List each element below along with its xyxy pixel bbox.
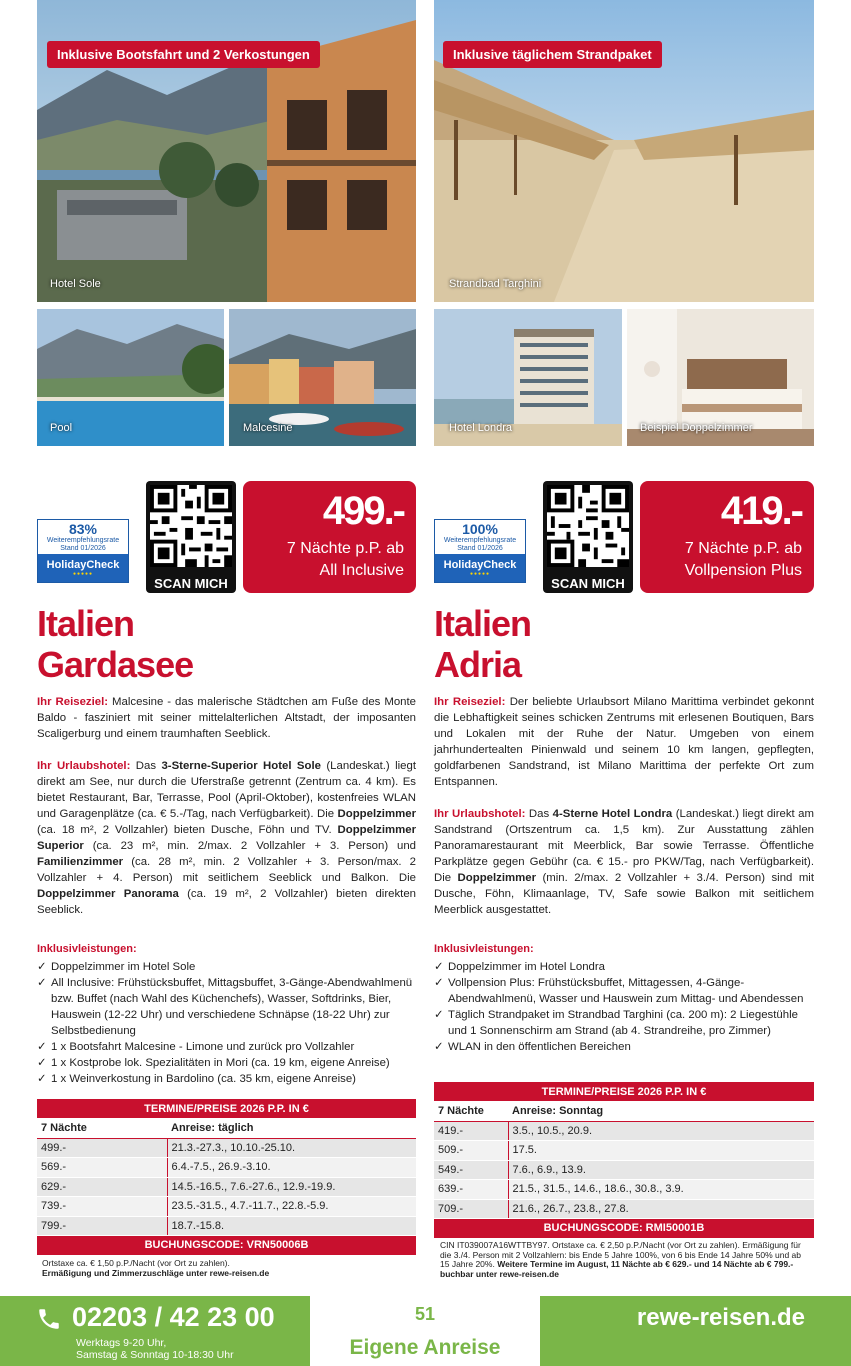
footer-hours1: Werktags 9-20 Uhr, (76, 1337, 167, 1349)
right-price-table (434, 1082, 814, 1239)
table-row (434, 1141, 814, 1161)
table-cell-price: 499.- (37, 1138, 167, 1158)
right-qr-code[interactable] (543, 481, 633, 593)
right-rating-date: Stand 01/2026 (457, 545, 503, 552)
left-note2: Ermäßigung und Zimmerzuschläge unter rewe-reisen.de (42, 1268, 270, 1278)
left-incl-title: Inklusivleistungen: (37, 943, 137, 955)
left-hotel-text1: Das (135, 760, 157, 772)
left-qr-code[interactable] (146, 481, 236, 593)
left-room3: Familienzimmer (37, 856, 124, 868)
left-price-line1: 7 Nächte p.P. ab (286, 540, 404, 557)
left-title-region: Gardasee (37, 644, 194, 685)
footer-web-panel (540, 1296, 851, 1366)
table-cell-dates: 23.5.-31.5., 4.7.-11.7., 22.8.-5.9. (167, 1197, 416, 1217)
right-main-caption: Strandbad Targhini (449, 278, 542, 290)
list-item: ✓ 1 x Bootsfahrt Malcesine - Limone und zurück pro Vollzahler (37, 1039, 416, 1055)
list-item: ✓ Doppelzimmer im Hotel Sole (37, 959, 416, 975)
malcesine-caption: Malcesine (243, 422, 293, 434)
table-cell-price: 739.- (37, 1197, 167, 1217)
table-cell-price: 419.- (434, 1121, 508, 1141)
left-rating-date: Stand 01/2026 (60, 545, 106, 552)
right-note1: CIN IT039007A16WTTBY97. Ortstaxe ca. € 2,50 p.P./Nacht (vor Ort zu zahlen). (440, 1240, 740, 1250)
page-number: 51 (414, 1304, 436, 1324)
left-room2: Doppelzimmer Superior (37, 824, 417, 852)
footer-phone-number[interactable]: 02203 / 42 23 00 (72, 1302, 275, 1332)
left-room2-text: (ca. 23 m², min. 2/max. 2 Vollzahler + 3. Person) und (92, 840, 416, 852)
left-reiseziel (37, 694, 416, 742)
table-row (37, 1158, 416, 1178)
left-table-col1: 7 Nächte (37, 1119, 167, 1139)
doppelzimmer-caption: Beispiel Doppelzimmer (640, 422, 753, 434)
left-price-box (243, 481, 416, 593)
left-price-amount: 499.- (322, 489, 404, 533)
right-room1-text: (min. 2/max. 2 Vollzahler + 3./4. Person) sind mit Dusche, Föhn, Klimaanlage, TV, Safe sowie Balkon mit seitlichem Meerblick ausgestattet. (434, 872, 814, 916)
table-row (434, 1199, 814, 1219)
list-item: ✓ Doppelzimmer im Hotel Londra (434, 959, 814, 975)
right-hotel-name: 4-Sterne Hotel Londra (552, 808, 673, 820)
right-table-col2: Anreise: Sonntag (508, 1102, 814, 1122)
right-reiseziel (434, 694, 814, 790)
left-hotel-description (37, 758, 416, 918)
right-hotel-text1: Das (528, 808, 550, 820)
left-room4-text: (ca. 19 m², 2 Vollzahler) bieten direkten Seeblick. (37, 888, 416, 916)
right-reiseziel-label: Ihr Reiseziel: (434, 696, 506, 708)
left-price-line2: All Inclusive (319, 562, 404, 579)
table-row (434, 1180, 814, 1200)
right-reiseziel-text: Der beliebte Urlaubsort Milano Marittima verbindet gekonnt die Lebhaftigkeit seines schicken Zentrums mit erlesenen Boutiquen, Bars und Lokalen mit der Ruhe der Natur. Umgeben von einem jahrhundertealten Pinienwald und seinem 10 km langen, gepflegten, goldfarbenen Sandstrand, ist Milano Marittima der perfekte Ort zum Entspannen. (434, 696, 814, 788)
footer-center-panel (310, 1296, 540, 1366)
table-cell-price: 639.- (434, 1180, 508, 1200)
right-qr-icon (547, 485, 629, 567)
right-holidaycheck-badge (434, 519, 526, 583)
table-row (434, 1121, 814, 1141)
right-room1: Doppelzimmer (457, 872, 537, 884)
footer-hours2: Samstag & Sonntag 10-18:30 Uhr (76, 1349, 234, 1361)
right-ribbon: Inklusive täglichem Strandpaket (443, 41, 662, 68)
right-rating-percent: 100% (462, 521, 498, 537)
left-table-col2: Anreise: täglich (167, 1119, 416, 1139)
left-scan-label: SCAN MICH (154, 576, 228, 591)
category-label: Eigene Anreise (349, 1336, 501, 1359)
right-booking-code: BUCHUNGSCODE: RMI50001B (434, 1219, 814, 1239)
table-cell-dates: 17.5. (508, 1141, 814, 1161)
right-hotel-text2: (Landeskat.) liegt direkt am Sandstrand (Ortszentrum ca. 1,5 km). Zur Ausstattung zählen Panoramarestaurant mit Meerblick, Bar sowie Terrasse. Öffentliche Parkplätze gegen Gebühr (ca. € 15.- pro PKW/Tag, nach Verfügbarkeit). Die (434, 808, 814, 884)
right-price-amount: 419.- (720, 489, 802, 533)
list-item: ✓ Täglich Strandpaket im Strandbad Targhini (ca. 200 m): 2 Liegestühle und 1 Sonnenschirm am Strand (ab 4. Strandreihe, pro Zimmer) (434, 1007, 814, 1039)
left-holidaycheck-logo (38, 554, 128, 582)
list-item: ✓ 1 x Weinverkostung in Bardolino (ca. 35 km, eigene Anreise) (37, 1071, 416, 1087)
left-room1: Doppelzimmer (337, 808, 416, 820)
table-cell-price: 569.- (37, 1158, 167, 1178)
left-logo-text: HolidayCheck (46, 559, 120, 571)
table-cell-price: 709.- (434, 1199, 508, 1219)
table-cell-price: 629.- (37, 1177, 167, 1197)
table-cell-dates: 7.6., 6.9., 13.9. (508, 1160, 814, 1180)
right-price-line1: 7 Nächte p.P. ab (684, 540, 802, 557)
table-cell-dates: 21.6., 26.7., 23.8., 27.8. (508, 1199, 814, 1219)
left-main-caption: Hotel Sole (50, 278, 101, 290)
right-rating-label: Weiterempfehlungsrate (443, 537, 517, 544)
left-room3-text: (ca. 28 m², min. 2 Vollzahler + 3. Person/max. 2 Vollzahler + 4. Person) mit seitlichem Seeblick und Balkon. Die (37, 856, 416, 884)
table-cell-dates: 6.4.-7.5., 26.9.-3.10. (167, 1158, 416, 1178)
left-hotel-name: 3-Sterne-Superior Hotel Sole (161, 760, 321, 772)
table-row (37, 1216, 416, 1236)
left-ribbon: Inklusive Bootsfahrt und 2 Verkostungen (47, 41, 320, 68)
table-cell-dates: 18.7.-15.8. (167, 1216, 416, 1236)
hotel-londra-caption: Hotel Londra (449, 422, 512, 434)
right-price-box (640, 481, 814, 593)
table-cell-price: 799.- (37, 1216, 167, 1236)
list-item: ✓ WLAN in den öffentlichen Bereichen (434, 1039, 814, 1055)
right-incl-list (434, 959, 814, 1055)
table-cell-dates: 21.5., 31.5., 14.6., 18.6., 30.8., 3.9. (508, 1180, 814, 1200)
right-title-country: Italien (434, 603, 532, 644)
right-hotel-label: Ihr Urlaubshotel: (434, 808, 526, 820)
left-title-country: Italien (37, 603, 135, 644)
table-row (37, 1177, 416, 1197)
left-hotel-text2: (Landeskat.) liegt direkt am See, nur durch die Uferstraße getrennt (Zentrum ca. 4 km). Es bietet Restaurant, Bar, Terrasse, Pool (April-Oktober), kostenfreies WLAN und Garagenplätze (ca. € 5.-/Tag, nach Verfügbarkeit). Die (37, 760, 416, 820)
left-incl-list (37, 959, 416, 1087)
table-row (37, 1138, 416, 1158)
footer (0, 1296, 851, 1366)
table-row (434, 1160, 814, 1180)
table-cell-dates: 3.5., 10.5., 20.9. (508, 1121, 814, 1141)
right-hotel-description (434, 806, 814, 918)
right-price-line2: Vollpension Plus (684, 562, 802, 579)
right-title-region: Adria (434, 644, 522, 685)
footer-website-link[interactable]: rewe-reisen.de (636, 1304, 805, 1331)
right-table-col1: 7 Nächte (434, 1102, 508, 1122)
left-rating-label: Weiterempfehlungsrate (46, 537, 120, 544)
right-stars-icon: ●●●●● (469, 571, 491, 577)
table-cell-price: 509.- (434, 1141, 508, 1161)
phone-icon (36, 1306, 62, 1332)
left-hotel-label: Ihr Urlaubshotel: (37, 760, 131, 772)
table-cell-price: 549.- (434, 1160, 508, 1180)
left-stars-icon: ●●●●● (72, 571, 94, 577)
right-logo-text: HolidayCheck (443, 559, 517, 571)
right-holidaycheck-logo (435, 554, 525, 582)
table-row (37, 1197, 416, 1217)
list-item: ✓ Vollpension Plus: Frühstücksbuffet, Mittagessen, 4-Gänge-Abendwahlmenü, Wasser und Hauswein zum Mittag- und Abendessen (434, 975, 814, 1007)
right-notes (440, 1241, 812, 1279)
list-item: ✓ All Inclusive: Frühstücksbuffet, Mittagsbuffet, 3-Gänge-Abendwahlmenü bzw. Buffet (nach Wahl des Küchenchefs), Wasser, Softdrinks, Bier, Hauswein (12-22 Uhr) und verschiedene Schnäpse (18-22 Uhr) zur Selbstbedienung (37, 975, 416, 1039)
right-table-title: TERMINE/PREISE 2026 P.P. IN € (434, 1082, 814, 1102)
left-rating-percent: 83% (68, 521, 98, 537)
right-incl-title: Inklusivleistungen: (434, 943, 534, 955)
table-cell-dates: 21.3.-27.3., 10.10.-25.10. (167, 1138, 416, 1158)
right-note3: Weitere Termine im August, 11 Nächte ab € 629.- und 14 Nächte ab € 799.- buchbar unter rewe-reisen.de (440, 1259, 794, 1279)
table-cell-dates: 14.5.-16.5., 7.6.-27.6., 12.9.-19.9. (167, 1177, 416, 1197)
left-booking-code: BUCHUNGSCODE: VRN50006B (37, 1236, 416, 1256)
left-reiseziel-label: Ihr Reiseziel: (37, 696, 109, 708)
left-price-table (37, 1099, 416, 1256)
left-qr-icon (150, 485, 232, 567)
footer-phone-panel (0, 1296, 310, 1366)
left-table-title: TERMINE/PREISE 2026 P.P. IN € (37, 1099, 416, 1119)
pool-caption: Pool (50, 422, 73, 434)
left-holidaycheck-badge (37, 519, 129, 583)
right-scan-label: SCAN MICH (551, 576, 625, 591)
left-room4: Doppelzimmer Panorama (37, 888, 179, 900)
list-item: ✓ 1 x Kostprobe lok. Spezialitäten in Mori (ca. 19 km, eigene Anreise) (37, 1055, 416, 1071)
left-reiseziel-text: Malcesine - das malerische Städtchen am Fuße des Monte Baldo - fasziniert mit seiner mittelalterlichen Altstadt, der imposanten Scaligerburg und einem traumhaften Seeblick. (37, 696, 416, 740)
right-note2: Ermäßigung für die 3./4. Person mit 2 Vollzahlern: bis Ende 5 Jahre 100%, von 6 bis Ende 14 Jahre 50% und ab 15 Jahre 20%. (440, 1240, 802, 1269)
left-room1-text: (ca. 18 m², 2 Vollzahler) bieten Dusche, Föhn und TV. (37, 824, 332, 836)
left-note1: Ortstaxe ca. € 1,50 p.P./Nacht (vor Ort zu zahlen). (42, 1258, 230, 1268)
